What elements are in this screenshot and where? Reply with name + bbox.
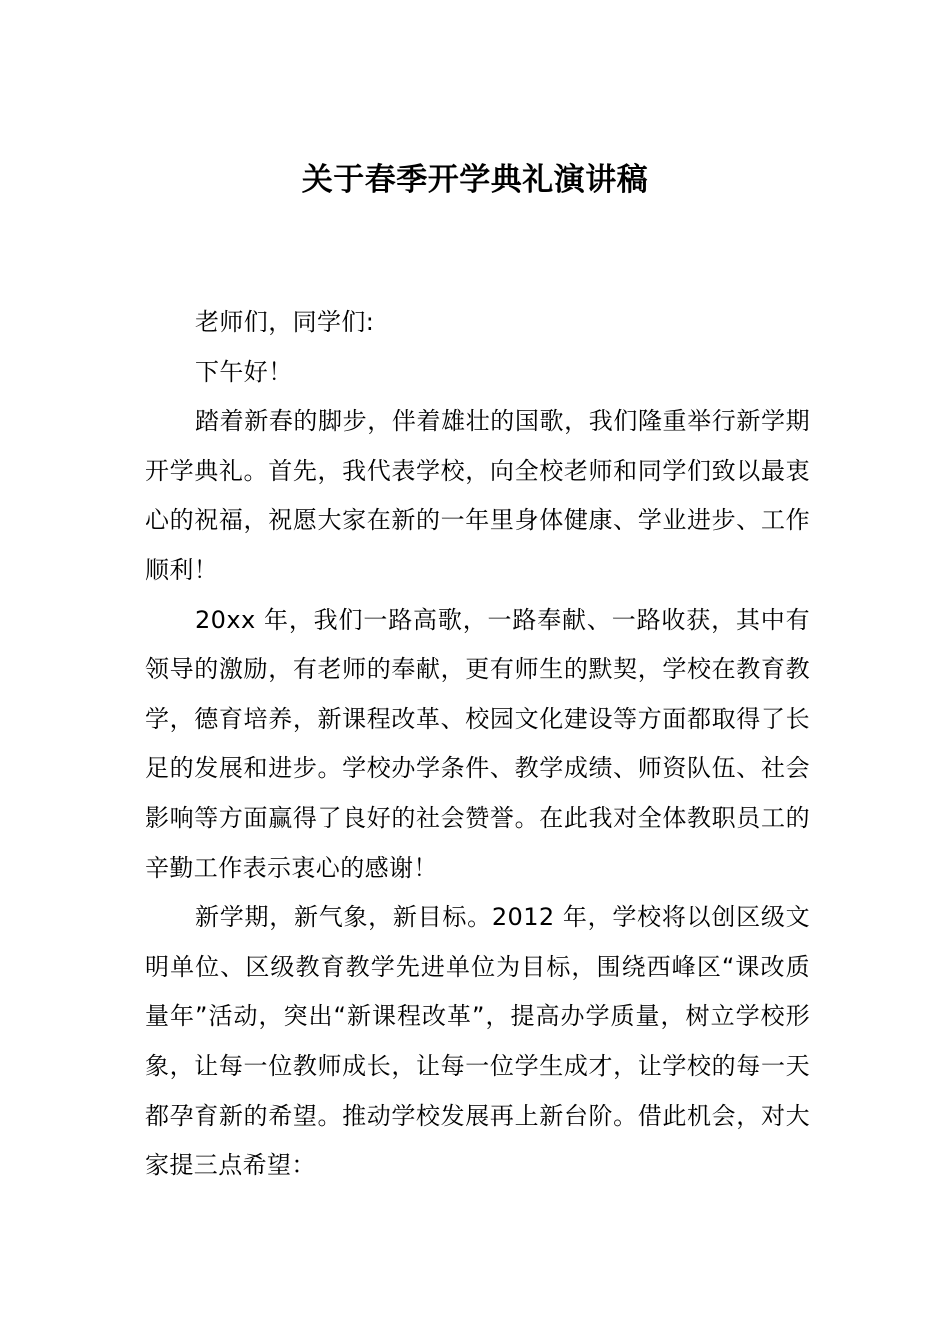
goals-paragraph: 新学期，新气象，新目标。2012 年，学校将以创区级文明单位、区级教育教学先进单位为目标，围绕西峰区“课改质量年”活动，突出“新课程改革”，提高办学质量，树立学校形象，让每一位教师成长，让每一位学生成才，让学校的每一天都孕育新的希望。推动学校发展再上新台阶。借此机会，对大家提三点希望：: [145, 903, 810, 1180]
document-title: 关于春季开学典礼演讲稿: [301, 162, 649, 198]
opening-paragraph: 踏着新春的脚步，伴着雄壮的国歌，我们隆重举行新学期开学典礼。首先，我代表学校，向全校老师和同学们致以最衷心的祝福，祝愿大家在新的一年里身体健康、学业进步、工作顺利！: [145, 407, 810, 584]
document-body: [145, 298, 810, 1191]
salutation-paragraph: 老师们，同学们:: [195, 308, 375, 336]
review-paragraph: 20xx 年，我们一路高歌，一路奉献、一路收获，其中有领导的激励，有老师的奉献，更有师生的默契，学校在教育教学，德育培养，新课程改革、校园文化建设等方面都取得了长足的发展和进步。学校办学条件、教学成绩、师资队伍、社会影响等方面赢得了良好的社会赞誉。在此我对全体教职员工的辛勤工作表示衷心的感谢！: [145, 605, 810, 882]
greeting-paragraph: 下午好！: [195, 357, 293, 386]
